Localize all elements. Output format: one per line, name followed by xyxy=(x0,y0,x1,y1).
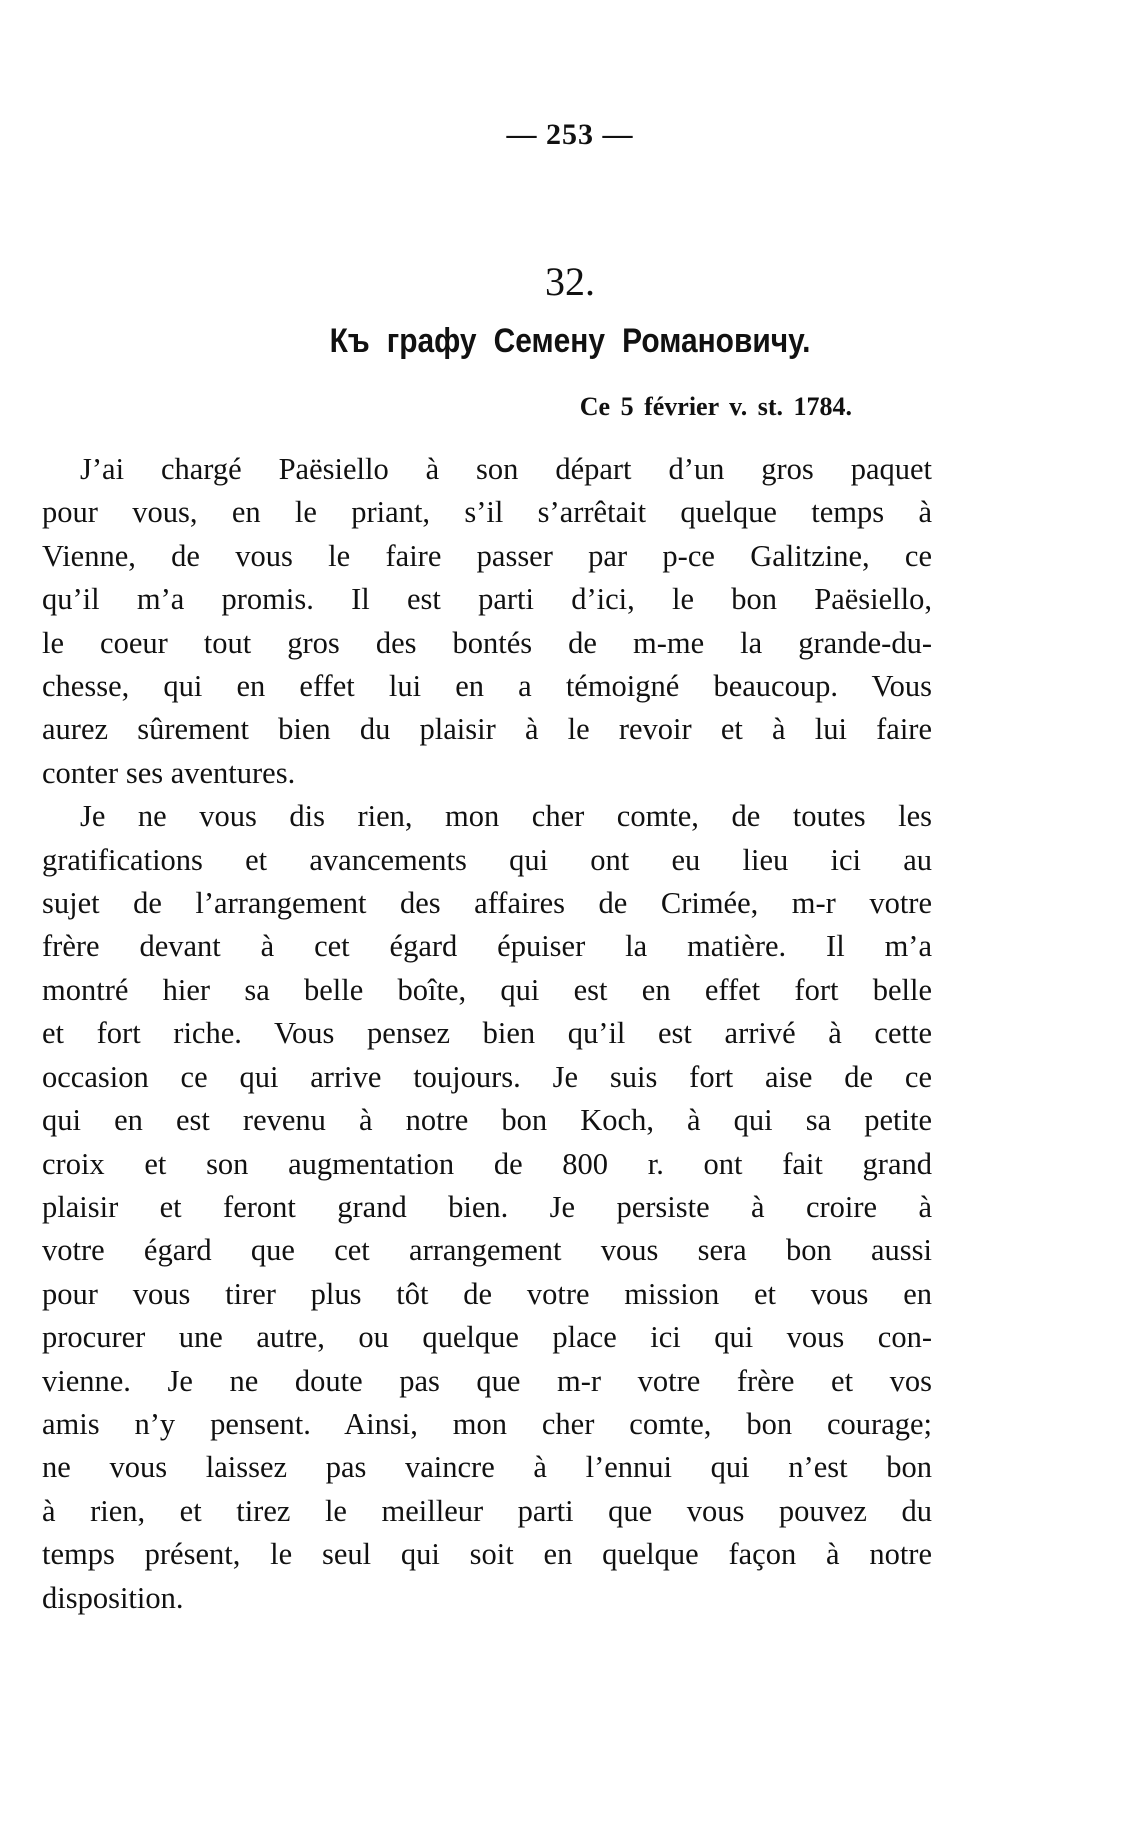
text-line: procurer une autre, ou quelque place ici qui vous con- xyxy=(42,1320,932,1355)
text-line: pour vous, en le priant, s’il s’arrêtait quelque temps à xyxy=(42,495,932,530)
text-line: ne vous laissez pas vaincre à l’ennui qui n’est bon xyxy=(42,1450,932,1485)
text-line: montré hier sa belle boîte, qui est en effet fort belle xyxy=(42,972,932,1007)
text-line: amis n’y pensent. Ainsi, mon cher comte, bon courage; xyxy=(42,1406,932,1441)
text-line: temps présent, le seul qui soit en quelque façon à notre xyxy=(42,1537,932,1572)
letter-heading: Къ графу Семену Романовичу. xyxy=(329,322,811,360)
text-line: croix et son augmentation de 800 r. ont fait grand xyxy=(42,1146,932,1181)
text-line: disposition. xyxy=(42,1580,184,1615)
letter-body xyxy=(42,448,932,1620)
text-line: J’ai chargé Paësiello à son départ d’un gros paquet xyxy=(80,452,932,486)
text-line: plaisir et feront grand bien. Je persiste à croire à xyxy=(42,1189,932,1224)
text-line: frère devant à cet égard épuiser la matière. Il m’a xyxy=(42,929,932,964)
page-number: — 253 — xyxy=(506,118,634,151)
paragraph-1 xyxy=(42,448,932,795)
text-line: aurez sûrement bien du plaisir à le revoir et à lui faire xyxy=(42,712,932,747)
text-line: à rien, et tirez le meilleur parti que vous pouvez du xyxy=(42,1493,932,1528)
text-line: occasion ce qui arrive toujours. Je suis fort aise de ce xyxy=(42,1059,932,1094)
text-line: et fort riche. Vous pensez bien qu’il est arrivé à cette xyxy=(42,1016,932,1051)
text-line: conter ses aventures. xyxy=(42,755,296,790)
paragraph-2 xyxy=(42,795,932,1620)
letter-dateline: Ce 5 février v. st. 1784. xyxy=(579,392,852,421)
text-line: Vienne, de vous le faire passer par p-ce Galitzine, ce xyxy=(42,538,932,573)
text-line: le coeur tout gros des bontés de m-me la grande-du- xyxy=(42,625,932,660)
text-line: Je ne vous dis rien, mon cher comte, de toutes les xyxy=(80,799,932,834)
text-line: chesse, qui en effet lui en a témoigné beaucoup. Vous xyxy=(42,669,932,704)
text-line: gratifications et avancements qui ont eu lieu ici au xyxy=(42,842,932,877)
letter-number: 32. xyxy=(545,259,595,304)
text-line: pour vous tirer plus tôt de votre mission et vous en xyxy=(42,1276,932,1311)
text-line: votre égard que cet arrangement vous sera bon aussi xyxy=(42,1233,932,1268)
text-line: vienne. Je ne doute pas que m-r votre frère et vos xyxy=(42,1363,932,1398)
text-line: sujet de l’arrangement des affaires de Crimée, m-r votre xyxy=(42,886,932,921)
text-line: qu’il m’a promis. Il est parti d’ici, le bon Paësiello, xyxy=(42,582,932,617)
text-line: qui en est revenu à notre bon Koch, à qui sa petite xyxy=(42,1103,932,1138)
